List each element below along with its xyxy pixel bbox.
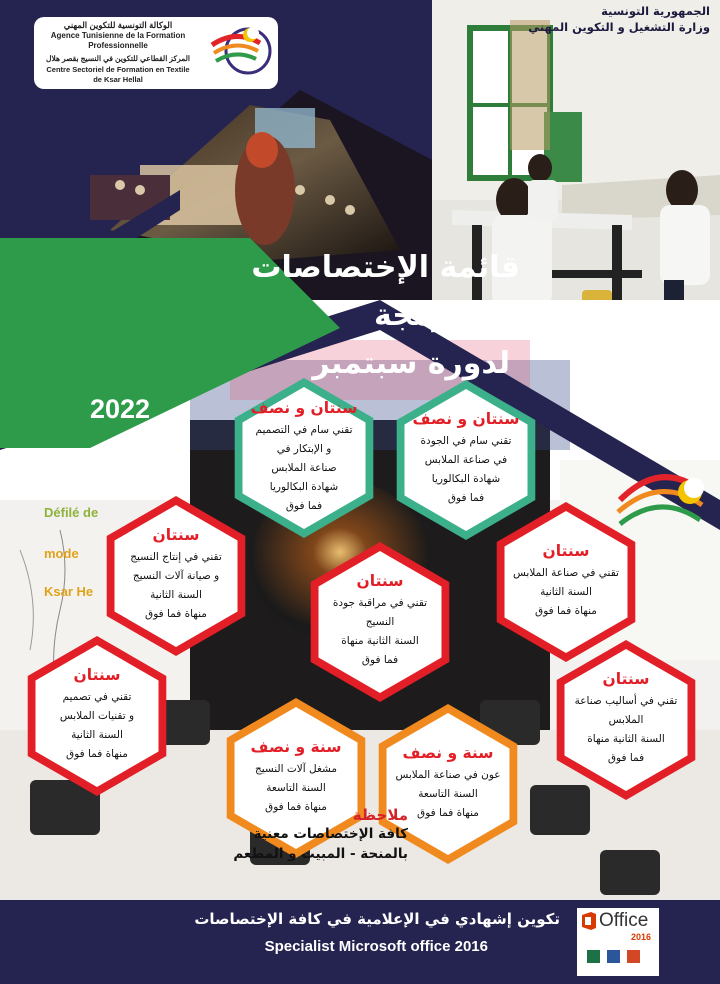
hexagon-line: تقني في مراقبة جودة: [332, 597, 428, 609]
hexagon-line: عون في صناعة الملابس: [395, 768, 501, 781]
hexagon-title: سنتان و نصف: [412, 410, 520, 428]
hexagon-line: فما فوق: [285, 499, 323, 512]
office-word: Office: [599, 910, 649, 931]
hexagon-line: شهادة البكالوريا: [431, 473, 501, 485]
note-line-1: كافة الإختصاصات معنية: [253, 826, 408, 842]
bottom-english-text: Specialist Microsoft office 2016: [264, 938, 488, 955]
hexagon-text: [386, 410, 546, 508]
hexagon-line: فما فوق: [447, 492, 485, 504]
hexagon-text: [300, 572, 460, 670]
hexagon-line: و تقنيات الملابس: [59, 710, 135, 722]
agency-emblem-icon: [202, 23, 272, 83]
center-name-fr-2: de Ksar Hellal: [93, 75, 143, 84]
hexagon-text: [216, 738, 376, 817]
agency-name-fr-1: Agence Tunisienne de la Formation: [50, 31, 186, 40]
office-year: 2016: [631, 932, 652, 942]
hexagon-text: [486, 542, 646, 621]
hexagon-line: و الإبتكار في: [276, 442, 332, 455]
specialty-hexagon: [96, 496, 256, 656]
specialty-hexagon: [486, 502, 646, 662]
office-badge: [577, 908, 659, 976]
hexagon-title: سنتان: [73, 666, 121, 684]
title-line-3: لدورة سبتمبر: [312, 346, 510, 381]
hexagon-line: تقني سام في التصميم: [255, 423, 353, 436]
center-name-ar: المركز القطاعي للتكوين في النسيج بقصر هلال: [46, 54, 190, 63]
hexagon-line: تقني في إنتاج النسيج: [130, 551, 222, 563]
hexagon-text: [96, 526, 256, 624]
hexagon-line: صناعة الملابس: [271, 461, 337, 474]
hexagon-title: سنتان: [602, 670, 650, 688]
note-block: [233, 806, 408, 864]
republic-label: الجمهورية التونسية: [601, 4, 710, 18]
backdrop-defile: Défilé de: [44, 505, 99, 520]
hexagon-line: الملابس: [608, 714, 644, 726]
hexagon-title: سنة و نصف: [402, 743, 494, 762]
excel-icon: [587, 950, 600, 963]
hexagon-title: سنتان و نصف: [250, 398, 358, 417]
agency-name-fr-2: Professionnelle: [88, 41, 148, 50]
hexagon-line: السنة الثانية منهاة: [341, 635, 419, 647]
hexagon-title: سنتان: [356, 572, 404, 590]
center-name-fr-1: Centre Sectoriel de Formation en Textile: [46, 65, 190, 74]
hexagon-line: منهاة فما فوق: [145, 608, 207, 620]
hexagon-line: السنة الثانية: [71, 729, 123, 741]
hexagon-line: منهاة فما فوق: [66, 748, 128, 760]
title-line-1: قائمة الإختصاصات: [251, 250, 520, 285]
note-title: ملاحظة: [352, 806, 408, 824]
hexagon-line: تقني في أساليب صناعة: [574, 695, 678, 707]
note-line-2: بالمنحة - المبيت و المطعم: [233, 846, 408, 862]
hexagon-line: مشغل آلات النسيج: [254, 762, 338, 775]
hexagon-text: [17, 666, 177, 764]
agency-name-ar: الوكالة التونسية للتكوين المهني: [63, 20, 173, 30]
hexagon-line: السنة الثانية منهاة: [587, 733, 665, 745]
hexagon-line: في صناعة الملابس: [424, 454, 508, 466]
hexagon-line: السنة التاسعة: [266, 781, 326, 794]
hexagon-line: منهاة فما فوق: [417, 806, 479, 819]
hexagon-line: فما فوق: [607, 752, 645, 764]
agency-logo-card: [34, 17, 278, 89]
word-icon: [607, 950, 620, 963]
hexagon-line: السنة الثانية: [540, 585, 592, 598]
hexagon-line: و صيانة آلات النسيج: [132, 570, 220, 582]
hexagon-line: السنة الثانية: [150, 589, 202, 601]
hexagon-title: سنة و نصف: [250, 737, 342, 756]
hexagon-line: منهاة فما فوق: [265, 800, 327, 813]
hexagon-line: فما فوق: [361, 654, 399, 666]
specialty-hexagon: [17, 636, 177, 796]
title-line-2: المبرمجة: [374, 298, 505, 333]
hexagon-text: [546, 670, 706, 768]
backdrop-ksar: Ksar He: [44, 584, 94, 599]
specialty-hexagon: [546, 640, 706, 800]
hexagon-line: تقني في صناعة الملابس: [513, 566, 619, 579]
hexagon-title: سنتان: [152, 526, 200, 544]
backdrop-mode: mode: [44, 546, 79, 561]
office-logo-icon: [581, 912, 597, 930]
hexagon-line: تقني في تصميم: [62, 691, 132, 703]
bottom-arabic-text: تكوين إشهادي في الإعلامية في كافة الإختصاصات: [194, 910, 560, 928]
hexagon-line: منهاة فما فوق: [535, 604, 597, 617]
title-year: 2022: [90, 394, 151, 424]
hexagon-line: النسيج: [365, 616, 395, 628]
specialty-hexagon: [300, 542, 460, 702]
hexagon-line: شهادة البكالوريا: [269, 480, 339, 493]
hexagon-line: تقني سام في الجودة: [420, 435, 512, 447]
hexagon-title: سنتان: [542, 541, 590, 560]
powerpoint-icon: [627, 950, 640, 963]
hexagon-line: السنة التاسعة: [418, 787, 478, 800]
ministry-label: وزارة التشغيل و التكوين المهني: [528, 20, 710, 34]
